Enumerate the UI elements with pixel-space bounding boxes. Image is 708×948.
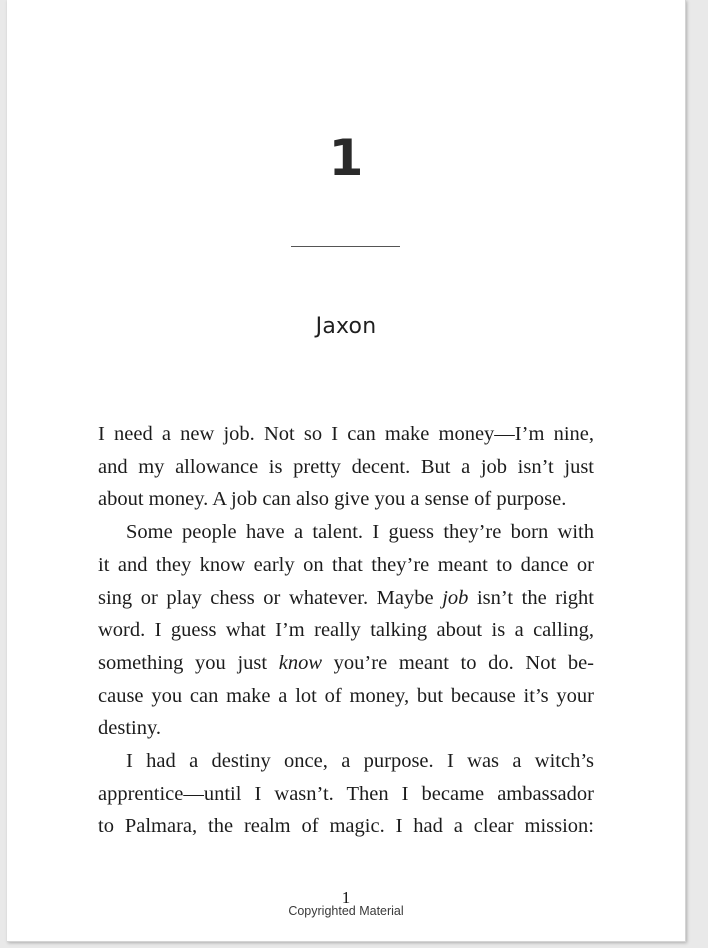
text-line xyxy=(98,647,594,680)
text-run: cause you can make a lot of money, but because it’s your xyxy=(98,684,594,707)
chapter-body xyxy=(98,418,594,843)
text-line xyxy=(98,680,594,713)
italic-text: job xyxy=(442,586,469,609)
chapter-number: 1 xyxy=(328,129,364,187)
text-line xyxy=(98,778,594,811)
paragraph xyxy=(98,745,594,843)
book-page xyxy=(7,0,686,942)
text-run: word. I guess what I’m really talking about is a calling, xyxy=(98,619,594,642)
text-run: isn’t the right xyxy=(468,586,594,609)
text-line xyxy=(98,483,594,516)
text-run: sing or play chess or whatever. Maybe xyxy=(98,586,443,609)
text-run: it and they know early on that they’re meant to dance or xyxy=(98,553,594,576)
chapter-title: Jaxon xyxy=(315,314,377,339)
copyright-watermark: Copyrighted Material xyxy=(288,904,404,918)
text-line xyxy=(98,418,594,451)
paragraph xyxy=(98,516,594,745)
paragraph xyxy=(98,418,594,516)
text-line xyxy=(98,516,594,549)
text-run: I had a destiny once, a purpose. I was a witch’s xyxy=(126,750,594,773)
text-run: destiny. xyxy=(98,717,162,740)
text-line xyxy=(98,549,594,582)
text-run: to Palmara, the realm of magic. I had a clear mission: xyxy=(98,815,594,838)
text-run: Some people have a talent. I guess they’re born with xyxy=(126,521,594,544)
text-run: and my allowance is pretty decent. But a job isn’t just xyxy=(98,455,594,478)
text-line xyxy=(98,614,594,647)
text-run: I need a new job. Not so I can make money—I’m nine, xyxy=(98,423,594,445)
text-run: apprentice—until I wasn’t. Then I became ambassador xyxy=(98,782,594,805)
chapter-divider xyxy=(291,246,400,247)
text-run: something you just xyxy=(98,651,279,674)
page-number: 1 xyxy=(341,888,351,907)
text-line xyxy=(98,810,594,843)
text-run: about money. A job can also give you a sense of purpose. xyxy=(98,488,567,511)
text-run: you’re meant to do. Not be- xyxy=(322,651,594,674)
text-line xyxy=(98,451,594,484)
text-line xyxy=(98,745,594,778)
text-line xyxy=(98,712,594,745)
text-line xyxy=(98,582,594,615)
italic-text: know xyxy=(278,651,323,674)
